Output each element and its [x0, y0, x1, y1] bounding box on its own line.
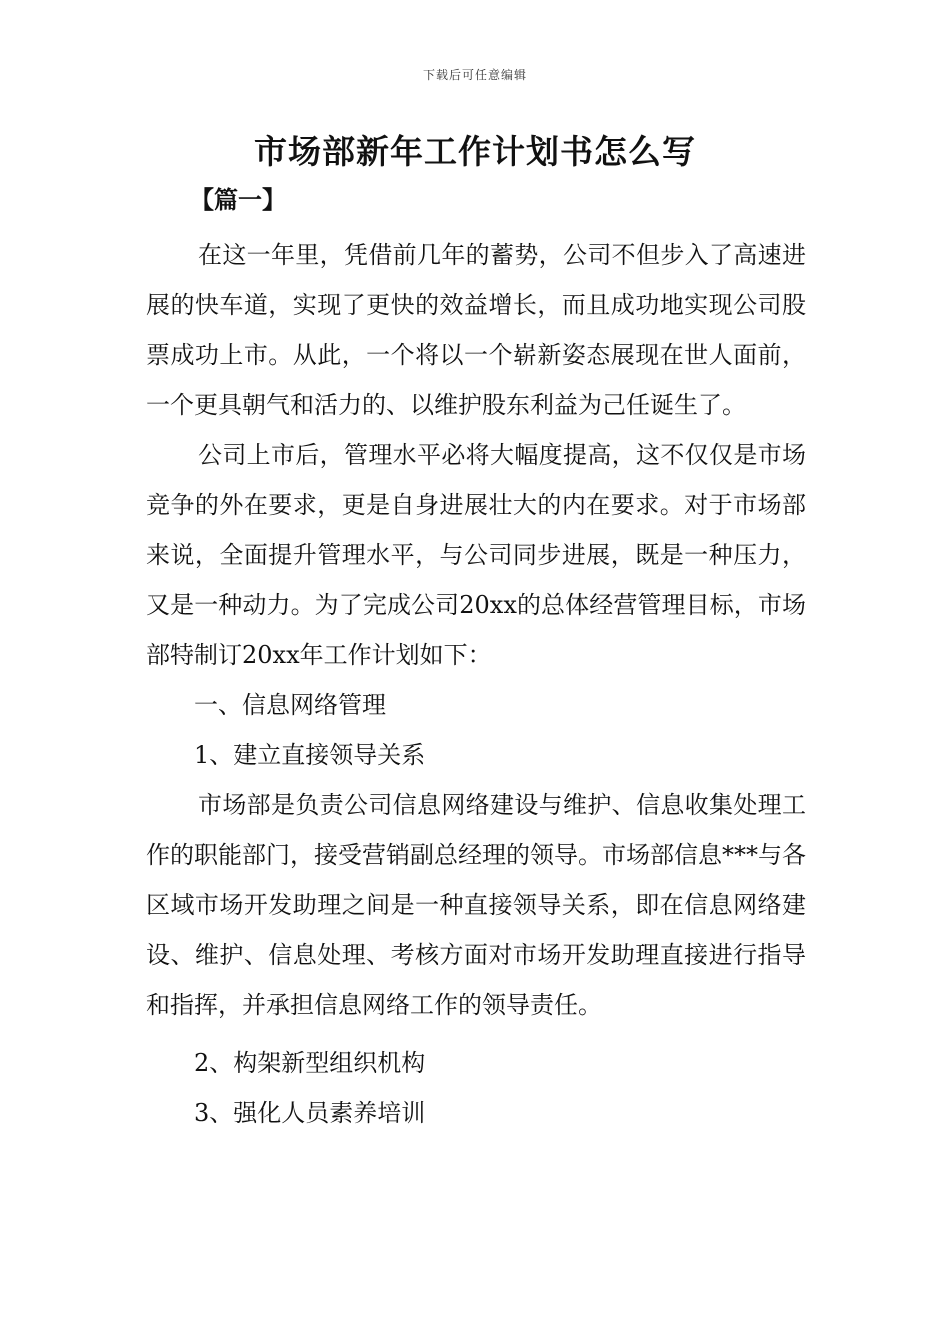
- subheading-training: 3、强化人员素养培训: [194, 1099, 426, 1127]
- paragraph-listing: 公司上市后，管理水平必将大幅度提高，这不仅仅是市场竞争的外在要求，更是自身进展壮大的内在要求。对于市场部来说，全面提升管理水平，与公司同步进展，既是一种压力，又是一种动力。为了完成公司20xx的总体经营管理目标，市场部特制订20xx年工作计划如下：: [146, 441, 806, 669]
- subheading-leadership: 1、建立直接领导关系: [194, 741, 426, 769]
- heading-info-network: 一、信息网络管理: [194, 691, 386, 719]
- document-title: 市场部新年工作计划书怎么写: [254, 132, 696, 171]
- section-label: 【篇一】: [190, 185, 286, 214]
- header-note: 下载后可任意编辑: [422, 68, 527, 82]
- paragraph-market-dept: 市场部是负责公司信息网络建设与维护、信息收集处理工作的职能部门，接受营销副总经理的领导。市场部信息***与各区域市场开发助理之间是一种直接领导关系，即在信息网络建设、维护、信息处理、考核方面对市场开发助理直接进行指导和指挥，并承担信息网络工作的领导责任。: [146, 791, 806, 1019]
- paragraph-intro: 在这一年里，凭借前几年的蓄势，公司不但步入了高速进展的快车道，实现了更快的效益增长，而且成功地实现公司股票成功上市。从此，一个将以一个崭新姿态展现在世人面前，一个更具朝气和活力的、以维护股东利益为己任诞生了。: [146, 241, 806, 419]
- subheading-organization: 2、构架新型组织机构: [194, 1049, 426, 1077]
- document-body: [146, 180, 806, 1138]
